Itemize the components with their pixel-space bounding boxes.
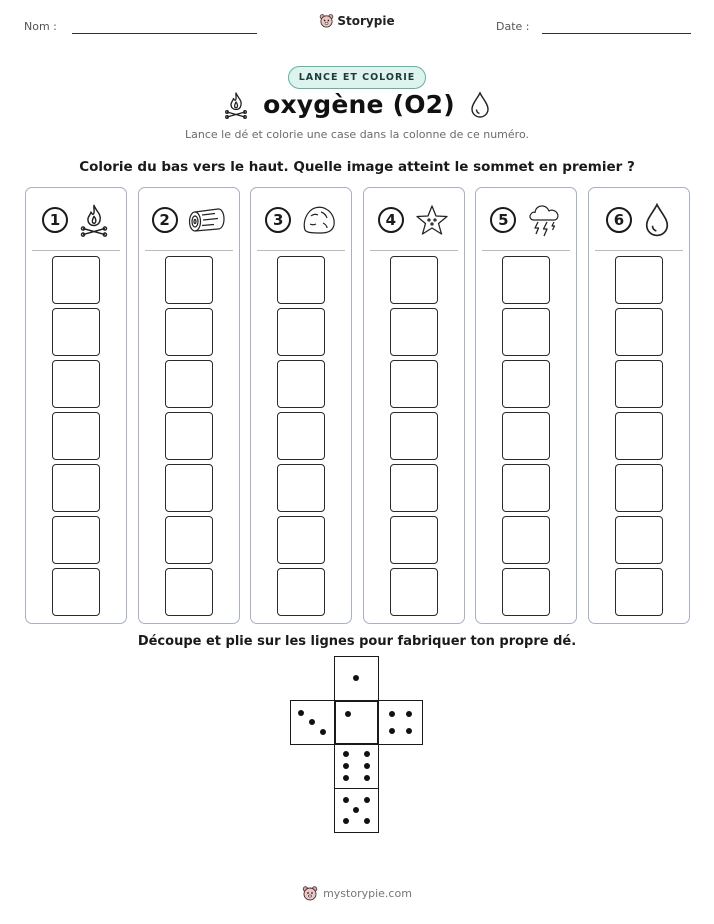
color-cell[interactable] [277, 256, 325, 304]
star-icon [414, 203, 450, 237]
date-label: Date : [496, 20, 530, 33]
footer-link[interactable]: mystorypie.com [323, 886, 412, 900]
title-row [0, 90, 714, 119]
color-cell[interactable] [390, 516, 438, 564]
color-cell[interactable] [277, 568, 325, 616]
color-cell[interactable] [615, 516, 663, 564]
color-cell[interactable] [615, 464, 663, 512]
page-title: oxygène (O2) [263, 90, 455, 119]
die-face-4 [378, 700, 423, 745]
color-cell[interactable] [165, 568, 213, 616]
column-3 [250, 187, 352, 624]
die-face-6 [334, 744, 379, 789]
brand-logo [0, 13, 714, 28]
column-number: 6 [606, 207, 632, 233]
color-cell[interactable] [165, 464, 213, 512]
color-cell[interactable] [52, 568, 100, 616]
color-cell[interactable] [165, 412, 213, 460]
instruction: Colorie du bas vers le haut. Quelle image atteint le sommet en premier ? [79, 159, 635, 175]
activity-badge: LANCE ET COLORIE [288, 66, 427, 89]
color-cell[interactable] [52, 256, 100, 304]
color-cell[interactable] [502, 568, 550, 616]
brand-name: Storypie [337, 13, 395, 28]
color-cell[interactable] [390, 568, 438, 616]
color-cell[interactable] [390, 360, 438, 408]
column-2 [138, 187, 240, 624]
color-cell[interactable] [390, 308, 438, 356]
color-cell[interactable] [502, 464, 550, 512]
color-cell[interactable] [502, 308, 550, 356]
color-cell[interactable] [277, 360, 325, 408]
cut-instruction: Découpe et plie sur les lignes pour fabriquer ton propre dé. [137, 634, 577, 649]
color-cell[interactable] [52, 360, 100, 408]
campfire-icon [78, 203, 110, 237]
color-cell[interactable] [615, 568, 663, 616]
water-drop-icon [469, 91, 491, 119]
name-line [72, 33, 257, 34]
log-icon [188, 206, 226, 234]
die-face-5 [334, 788, 379, 833]
column-number: 5 [490, 207, 516, 233]
storm-cloud-icon [526, 202, 562, 238]
color-cell[interactable] [165, 256, 213, 304]
column-number: 1 [42, 207, 68, 233]
column-4 [363, 187, 465, 624]
color-cell[interactable] [165, 360, 213, 408]
color-cell[interactable] [277, 412, 325, 460]
color-cell[interactable] [615, 360, 663, 408]
color-cell[interactable] [502, 516, 550, 564]
column-number: 3 [265, 207, 291, 233]
color-cell[interactable] [165, 516, 213, 564]
column-6 [588, 187, 690, 624]
column-1 [25, 187, 127, 624]
color-cell[interactable] [277, 516, 325, 564]
color-cell[interactable] [52, 308, 100, 356]
die-net [290, 656, 424, 834]
name-label: Nom : [24, 20, 57, 33]
color-cell[interactable] [502, 412, 550, 460]
campfire-icon [223, 91, 249, 119]
color-cell[interactable] [390, 464, 438, 512]
color-cell[interactable] [52, 412, 100, 460]
color-cell[interactable] [390, 412, 438, 460]
color-cell[interactable] [52, 516, 100, 564]
bear-mascot-icon [302, 885, 318, 901]
color-cell[interactable] [615, 308, 663, 356]
water-drop-icon [642, 202, 672, 238]
rock-icon [301, 204, 337, 236]
column-5 [475, 187, 577, 624]
date-line [542, 33, 691, 34]
color-cell[interactable] [277, 308, 325, 356]
color-cell[interactable] [52, 464, 100, 512]
color-cell[interactable] [390, 256, 438, 304]
color-cell[interactable] [615, 256, 663, 304]
color-cell[interactable] [502, 360, 550, 408]
subtitle: Lance le dé et colorie une case dans la colonne de ce numéro. [185, 128, 529, 141]
color-cell[interactable] [502, 256, 550, 304]
color-columns [25, 187, 690, 624]
die-face-1 [334, 656, 379, 701]
column-number: 2 [152, 207, 178, 233]
column-number: 4 [378, 207, 404, 233]
bear-mascot-icon [319, 13, 334, 28]
color-cell[interactable] [277, 464, 325, 512]
die-face-1 [334, 700, 379, 745]
die-face-3 [290, 700, 335, 745]
color-cell[interactable] [615, 412, 663, 460]
footer [0, 885, 714, 901]
color-cell[interactable] [165, 308, 213, 356]
